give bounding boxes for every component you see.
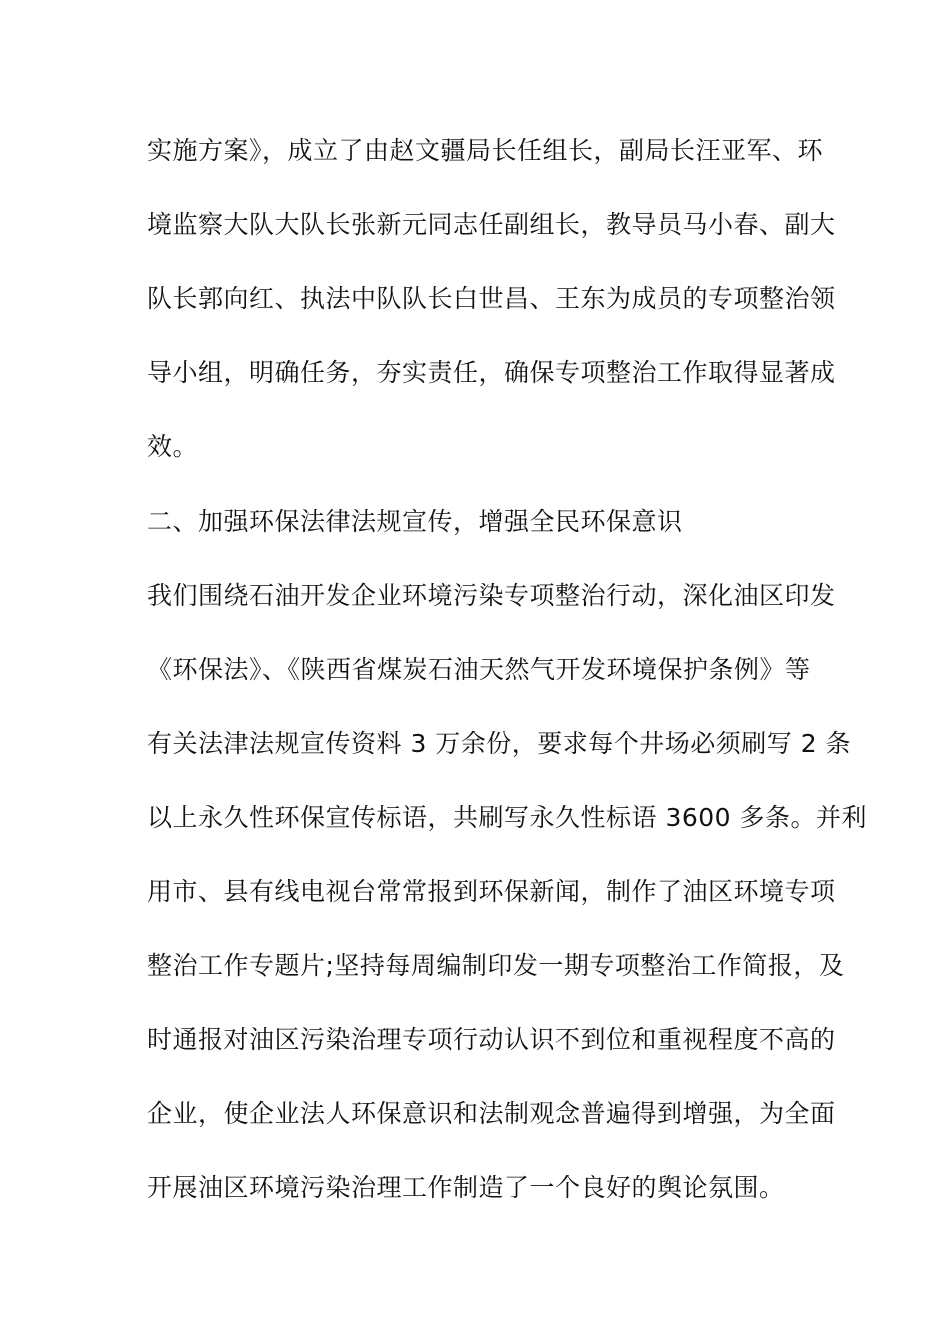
paragraph-line: 队长郭向红、执法中队队长白世昌、王东为成员的专项整治领 (147, 284, 836, 313)
paragraph-line: 实施方案》，成立了由赵文疆局长任组长，副局长汪亚军、环 (147, 136, 824, 165)
paragraph-line: 我们围绕石油开发企业环境污染专项整治行动，深化油区印发 (147, 581, 836, 610)
paragraph-line: 以上永久性环保宣传标语，共刷写永久性标语 3600 多条。并利 (147, 803, 868, 832)
paragraph-line: 境监察大队大队长张新元同志任副组长，教导员马小春、副大 (147, 210, 836, 239)
paragraph-line: 用市、县有线电视台常常报到环保新闻，制作了油区环境专项 (147, 877, 836, 906)
section-heading: 二、加强环保法律法规宣传，增强全民环保意识 (147, 507, 683, 536)
paragraph-line: 开展油区环境污染治理工作制造了一个良好的舆论氛围。 (147, 1173, 785, 1202)
paragraph-line: 有关法津法规宣传资料 3 万余份，要求每个井场必须刷写 2 条 (147, 729, 852, 758)
paragraph-line: 企业，使企业法人环保意识和法制观念普遍得到增强，为全面 (147, 1099, 836, 1128)
paragraph-line: 效。 (147, 432, 199, 461)
paragraph-line: 时通报对油区污染治理专项行动认识不到位和重视程度不高的 (147, 1025, 836, 1054)
paragraph-line: 《环保法》、《陕西省煤炭石油天然气开发环境保护条例》等 (147, 655, 811, 684)
paragraph-line: 整治工作专题片;坚持每周编制印发一期专项整治工作简报，及 (147, 951, 845, 980)
paragraph-line: 导小组，明确任务，夯实责任，确保专项整治工作取得显著成 (147, 358, 836, 387)
